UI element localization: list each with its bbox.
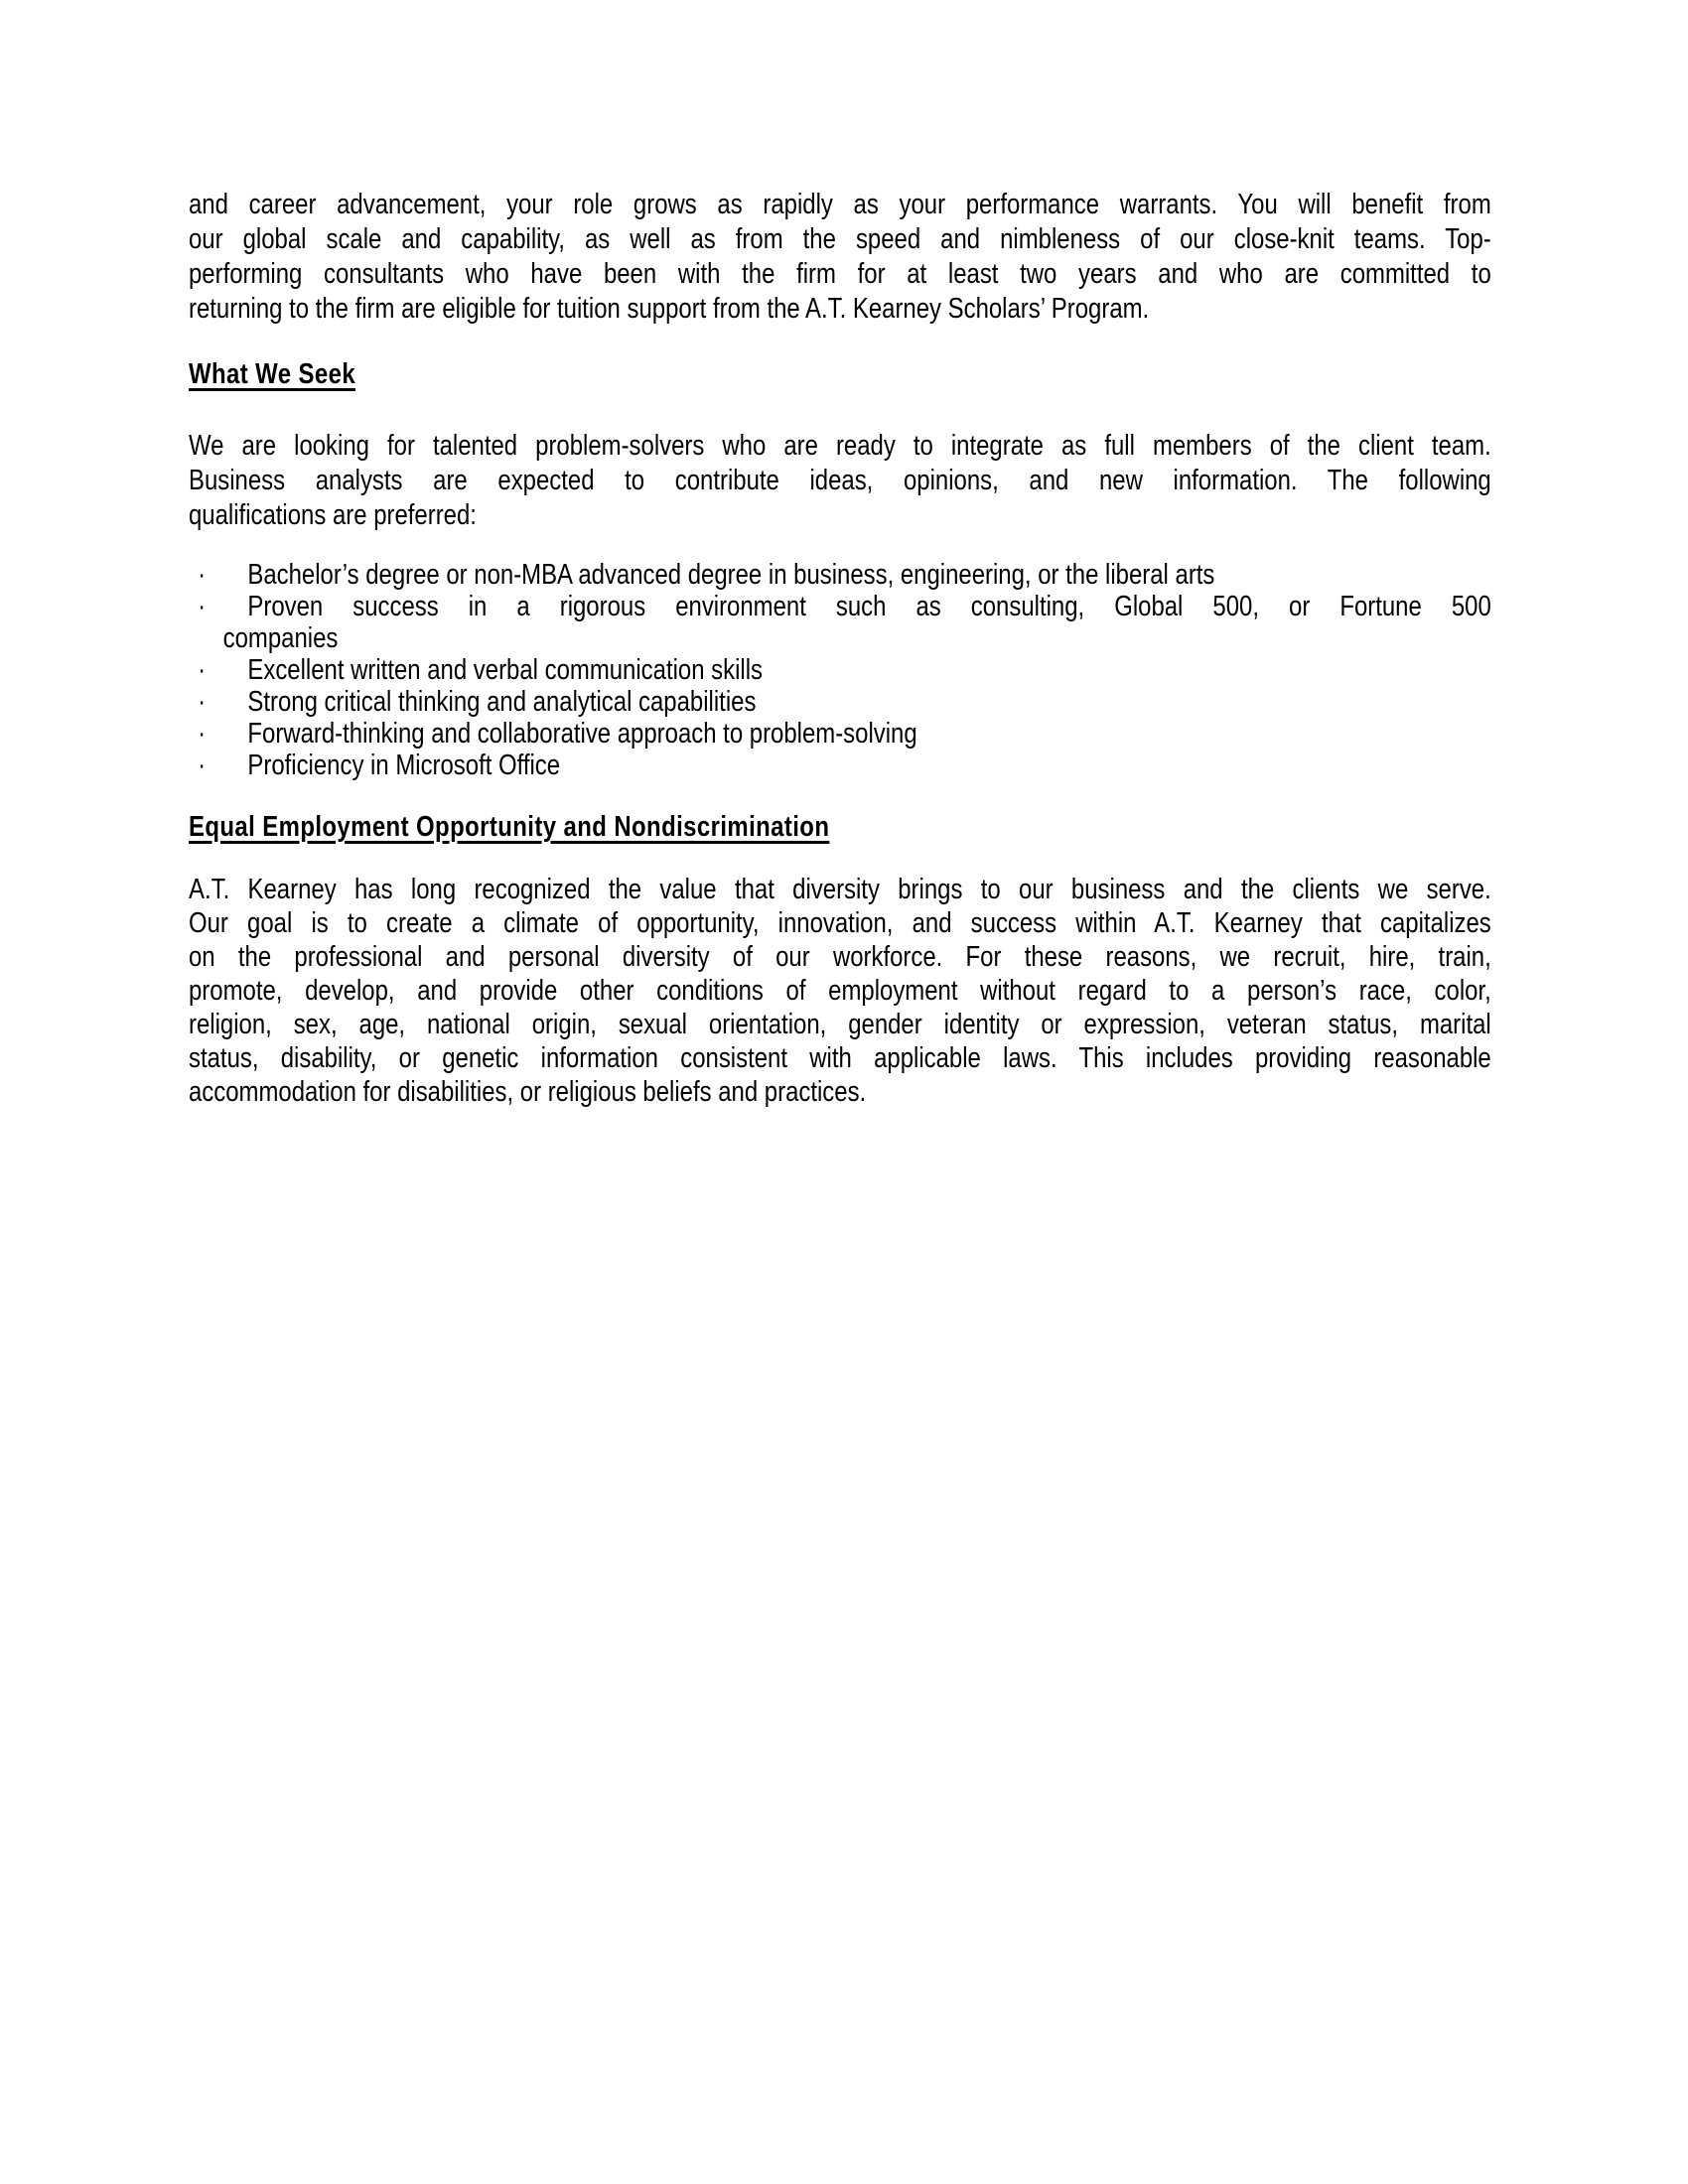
list-item-text: Bachelor’s degree or non-MBA advanced degree in business, engineering, or the liberal arts <box>247 559 1215 591</box>
bullet-icon: · <box>198 750 207 781</box>
list-item <box>189 559 1491 591</box>
heading-equal-employment-opportunity: Equal Employment Opportunity and Nondiscrimination <box>189 811 830 843</box>
list-item-text: companies <box>222 622 339 654</box>
list-item <box>189 750 1491 781</box>
text-line: We are looking for talented problem-solvers who are ready to integrate as full members of the client team. <box>189 430 1491 462</box>
list-item-text: Excellent written and verbal communication skills <box>247 654 764 686</box>
page-content <box>189 188 1491 1109</box>
eeo-paragraph <box>189 873 1491 1109</box>
list-item <box>189 718 1491 750</box>
bullet-icon: · <box>198 718 207 750</box>
text-line: Business analysts are expected to contribute ideas, opinions, and new information. The following <box>189 465 1491 496</box>
list-item <box>189 654 1491 686</box>
what-we-seek-paragraph <box>189 429 1491 533</box>
list-item-text: Strong critical thinking and analytical capabilities <box>247 686 757 718</box>
text-line: A.T. Kearney has long recognized the value that diversity brings to our business and the clients we serve. <box>189 874 1491 905</box>
text-line: religion, sex, age, national origin, sexual orientation, gender identity or expression, veteran status, marital <box>189 1009 1491 1040</box>
list-item <box>189 686 1491 718</box>
bullet-icon: · <box>198 654 207 686</box>
list-item-text: Proven success in a rigorous environment such as consulting, Global 500, or Fortune 500 <box>247 591 1491 622</box>
bullet-icon: · <box>198 559 207 591</box>
qualifications-list <box>189 559 1491 781</box>
text-line: accommodation for disabilities, or religious beliefs and practices. <box>189 1076 867 1108</box>
bullet-icon: · <box>198 686 207 718</box>
text-line: status, disability, or genetic information consistent with applicable laws. This includes providing reasonable <box>189 1042 1491 1074</box>
text-line: promote, develop, and provide other conditions of employment without regard to a person’s race, color, <box>189 975 1491 1007</box>
list-item <box>189 591 1491 654</box>
text-line: Our goal is to create a climate of opportunity, innovation, and success within A.T. Kearney that capitalizes <box>189 907 1491 939</box>
bullet-icon: · <box>198 591 207 622</box>
heading-what-we-seek: What We Seek <box>189 358 356 390</box>
text-line: our global scale and capability, as well as from the speed and nimbleness of our close-knit teams. Top- <box>189 223 1491 255</box>
text-line: on the professional and personal diversity of our workforce. For these reasons, we recruit, hire, train, <box>189 941 1491 973</box>
text-line: and career advancement, your role grows as rapidly as your performance warrants. You will benefit from <box>189 189 1491 220</box>
list-item-text: Proficiency in Microsoft Office <box>247 750 561 781</box>
intro-paragraph <box>189 188 1491 327</box>
text-line: qualifications are preferred: <box>189 499 477 531</box>
text-line: returning to the firm are eligible for tuition support from the A.T. Kearney Scholars’ Program. <box>189 293 1150 325</box>
text-line: performing consultants who have been with the firm for at least two years and who are committed to <box>189 258 1491 290</box>
list-item-text: Forward-thinking and collaborative approach to problem-solving <box>247 718 917 750</box>
